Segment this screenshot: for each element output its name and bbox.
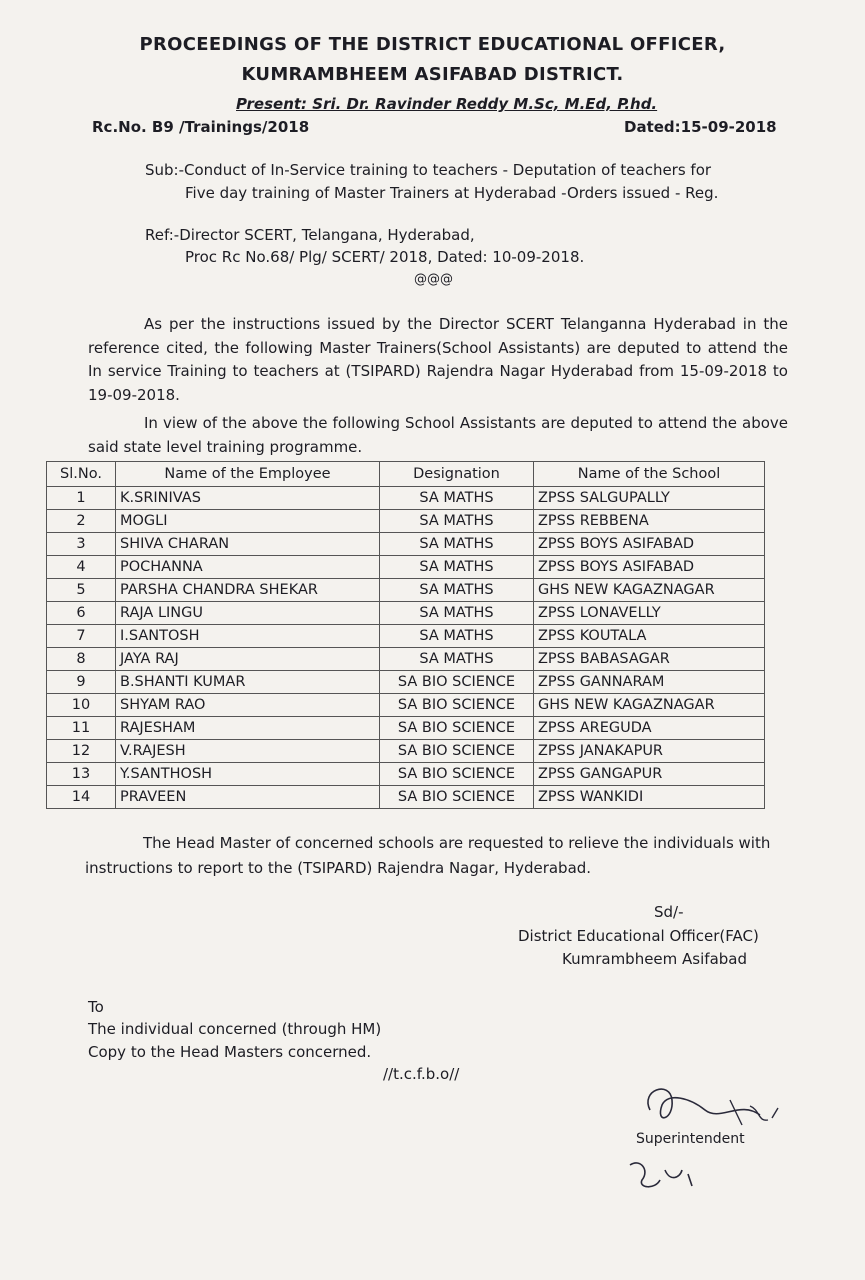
sl-no-cell: 8: [47, 648, 116, 671]
officer-designation: District Educational Officer(FAC): [518, 927, 759, 945]
sl-no-cell: 3: [47, 533, 116, 556]
ornament-divider: @@@: [414, 272, 453, 287]
designation-cell: SA MATHS: [380, 648, 534, 671]
copy-to-line: Copy to the Head Masters concerned.: [88, 1043, 372, 1061]
school-name-cell: ZPSS BABASAGAR: [534, 648, 765, 671]
recipient-individual: The individual concerned (through HM): [88, 1020, 382, 1038]
sl-no-cell: 13: [47, 763, 116, 786]
sl-no-cell: 2: [47, 510, 116, 533]
sl-no-cell: 12: [47, 740, 116, 763]
superintendent-label: Superintendent: [636, 1131, 745, 1147]
school-name-cell: ZPSS SALGUPALLY: [534, 487, 765, 510]
header-school-name: Name of the School: [534, 462, 765, 487]
table-row: [47, 717, 765, 740]
table-row: [47, 648, 765, 671]
deputed-teachers-table: [46, 461, 765, 809]
sl-no-cell: 10: [47, 694, 116, 717]
designation-cell: SA BIO SCIENCE: [380, 694, 534, 717]
header-sl-no: Sl.No.: [47, 462, 116, 487]
sl-no-cell: 1: [47, 487, 116, 510]
sl-no-cell: 5: [47, 579, 116, 602]
header-employee-name: Name of the Employee: [116, 462, 380, 487]
school-name-cell: ZPSS BOYS ASIFABAD: [534, 533, 765, 556]
employee-name-cell: V.RAJESH: [116, 740, 380, 763]
designation-cell: SA MATHS: [380, 602, 534, 625]
table-row: [47, 740, 765, 763]
designation-cell: SA MATHS: [380, 487, 534, 510]
employee-name-cell: RAJESHAM: [116, 717, 380, 740]
table-header-row: [47, 462, 765, 487]
instruction-paragraph: As per the instructions issued by the Director SCERT Telanganna Hyderabad in the reference cited, the following Master Trainers(School Assistants) are deputed to attend the In service Training to teachers at (TSIPARD) Rajendra Nagar Hyderabad from 15-09-2018 to 19-09-2018.: [88, 315, 788, 404]
designation-cell: SA BIO SCIENCE: [380, 763, 534, 786]
sl-no-cell: 4: [47, 556, 116, 579]
school-name-cell: ZPSS KOUTALA: [534, 625, 765, 648]
employee-name-cell: I.SANTOSH: [116, 625, 380, 648]
employee-name-cell: SHYAM RAO: [116, 694, 380, 717]
table-row: [47, 602, 765, 625]
school-name-cell: GHS NEW KAGAZNAGAR: [534, 579, 765, 602]
table-row: [47, 786, 765, 809]
designation-cell: SA BIO SCIENCE: [380, 671, 534, 694]
employee-name-cell: SHIVA CHARAN: [116, 533, 380, 556]
employee-name-cell: PARSHA CHANDRA SHEKAR: [116, 579, 380, 602]
table-body: [47, 487, 765, 809]
designation-cell: SA MATHS: [380, 625, 534, 648]
school-name-cell: GHS NEW KAGAZNAGAR: [534, 694, 765, 717]
table-row: [47, 533, 765, 556]
officer-district: Kumrambheem Asifabad: [562, 950, 747, 968]
table-row: [47, 671, 765, 694]
designation-cell: SA MATHS: [380, 556, 534, 579]
employee-name-cell: MOGLI: [116, 510, 380, 533]
true-copy-forwarded-mark: //t.c.f.b.o//: [383, 1065, 460, 1083]
designation-cell: SA BIO SCIENCE: [380, 786, 534, 809]
reference-number: Rc.No. B9 /Trainings/2018: [92, 118, 310, 136]
school-name-cell: ZPSS GANGAPUR: [534, 763, 765, 786]
subject-line-2: Five day training of Master Trainers at Hyderabad -Orders issued - Reg.: [185, 184, 719, 202]
table-row: [47, 556, 765, 579]
employee-name-cell: Y.SANTHOSH: [116, 763, 380, 786]
school-name-cell: ZPSS REBBENA: [534, 510, 765, 533]
to-label: To: [88, 998, 104, 1016]
employee-name-cell: RAJA LINGU: [116, 602, 380, 625]
district-title: KUMRAMBHEEM ASIFABAD DISTRICT.: [241, 64, 624, 85]
school-name-cell: ZPSS AREGUDA: [534, 717, 765, 740]
header-designation: Designation: [380, 462, 534, 487]
employee-name-cell: POCHANNA: [116, 556, 380, 579]
employee-name-cell: JAYA RAJ: [116, 648, 380, 671]
signed-mark: Sd/-: [654, 903, 684, 921]
sl-no-cell: 9: [47, 671, 116, 694]
designation-cell: SA MATHS: [380, 533, 534, 556]
school-name-cell: ZPSS GANNARAM: [534, 671, 765, 694]
sl-no-cell: 6: [47, 602, 116, 625]
sl-no-cell: 7: [47, 625, 116, 648]
table-row: [47, 625, 765, 648]
school-name-cell: ZPSS BOYS ASIFABAD: [534, 556, 765, 579]
table-row: [47, 763, 765, 786]
designation-cell: SA MATHS: [380, 579, 534, 602]
school-name-cell: ZPSS LONAVELLY: [534, 602, 765, 625]
table-row: [47, 510, 765, 533]
relieve-request-paragraph: The Head Master of concerned schools are requested to relieve the individuals with instructions to report to the (TSIPARD) Rajendra Nagar, Hyderabad.: [85, 834, 771, 877]
table-row: [47, 487, 765, 510]
table-row: [47, 579, 765, 602]
deputation-paragraph: In view of the above the following School Assistants are deputed to attend the above said state level training programme.: [88, 414, 788, 456]
present-officer: Present: Sri. Dr. Ravinder Reddy M.Sc, M.Ed, P.hd.: [236, 95, 658, 113]
table-row: [47, 694, 765, 717]
employee-name-cell: K.SRINIVAS: [116, 487, 380, 510]
school-name-cell: ZPSS JANAKAPUR: [534, 740, 765, 763]
reference-line-2: Proc Rc No.68/ Plg/ SCERT/ 2018, Dated: 10-09-2018.: [185, 248, 585, 266]
sl-no-cell: 14: [47, 786, 116, 809]
proceedings-title: PROCEEDINGS OF THE DISTRICT EDUCATIONAL OFFICER,: [139, 34, 726, 55]
employee-name-cell: B.SHANTI KUMAR: [116, 671, 380, 694]
sl-no-cell: 11: [47, 717, 116, 740]
document-date: Dated:15-09-2018: [624, 118, 777, 136]
reference-line-1: Ref:-Director SCERT, Telangana, Hyderabad,: [145, 226, 475, 244]
employee-name-cell: PRAVEEN: [116, 786, 380, 809]
school-name-cell: ZPSS WANKIDI: [534, 786, 765, 809]
designation-cell: SA MATHS: [380, 510, 534, 533]
subject-line-1: Sub:-Conduct of In-Service training to teachers - Deputation of teachers for: [145, 161, 712, 179]
designation-cell: SA BIO SCIENCE: [380, 717, 534, 740]
designation-cell: SA BIO SCIENCE: [380, 740, 534, 763]
